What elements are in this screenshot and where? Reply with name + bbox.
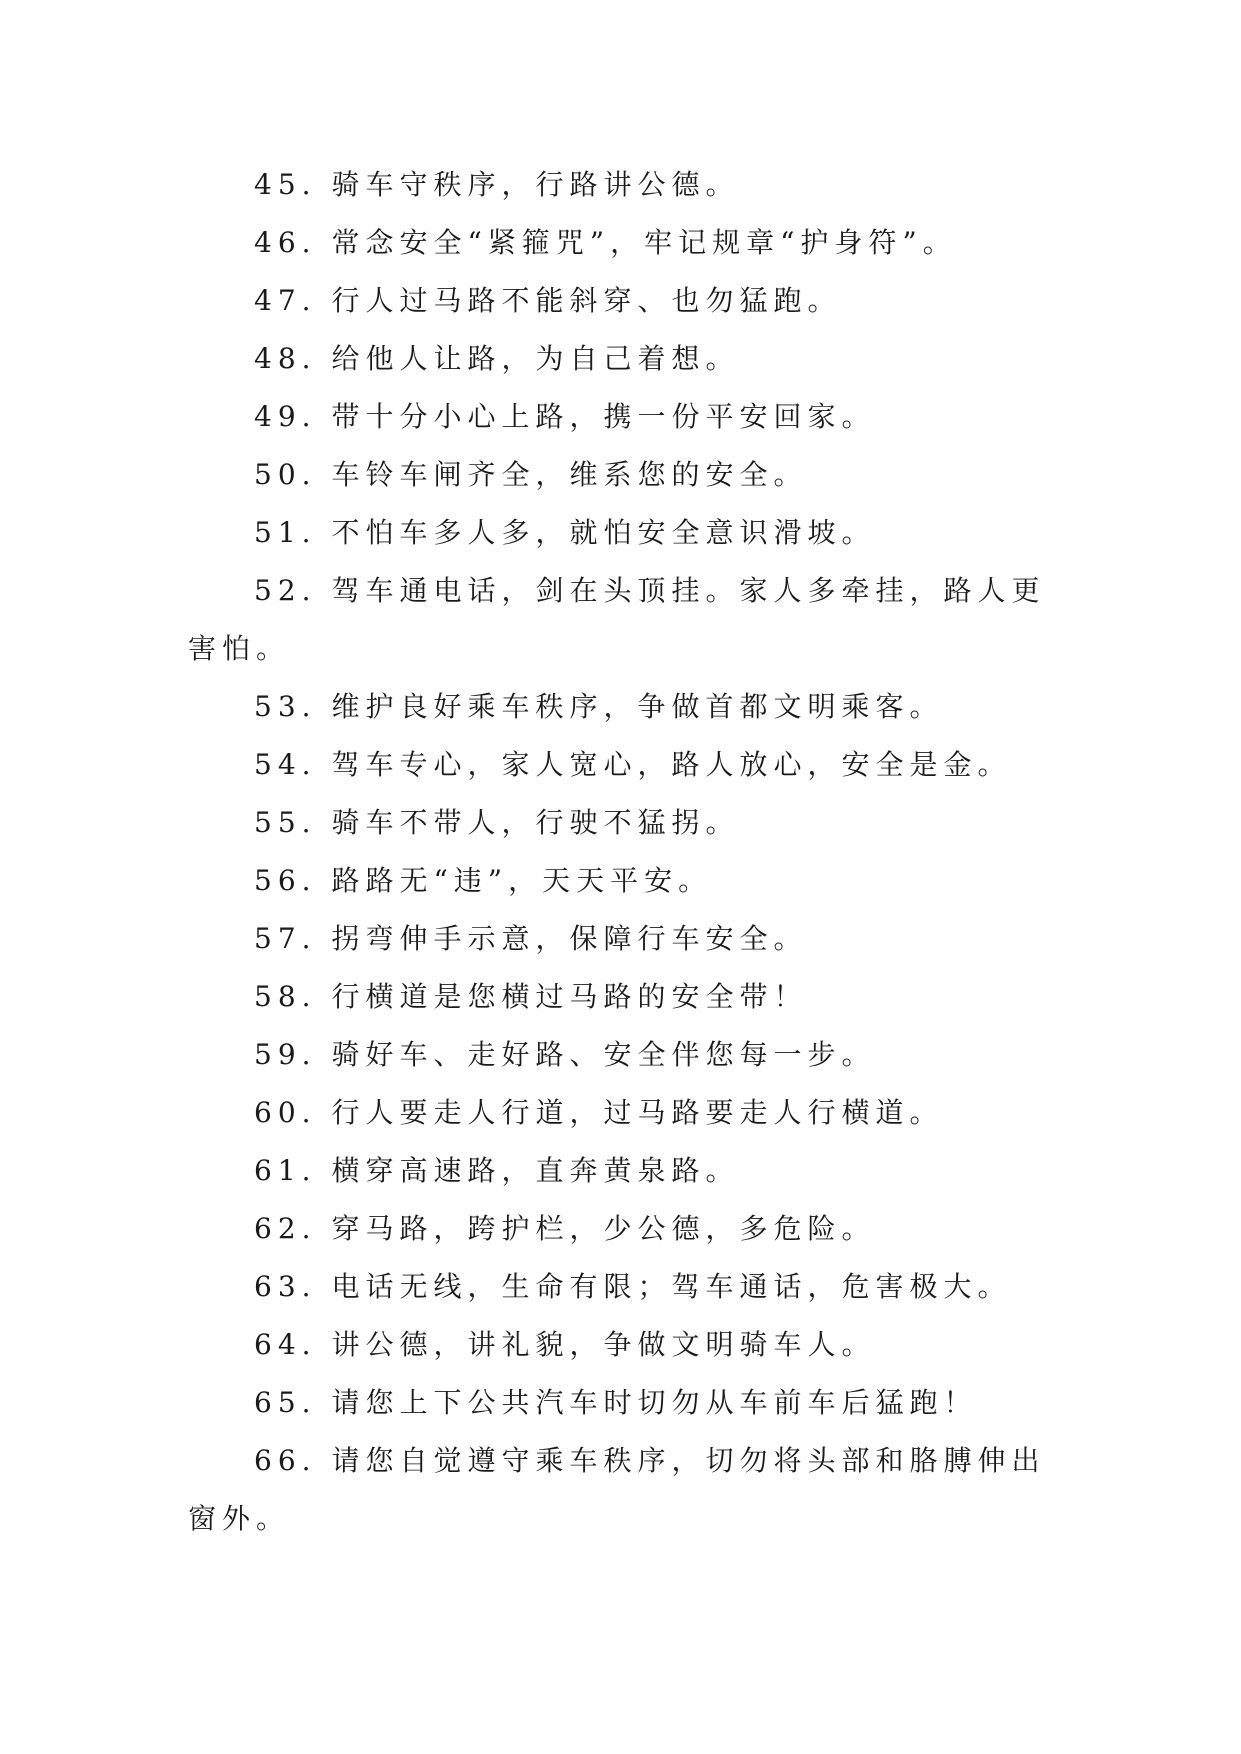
list-item	[188, 1200, 1068, 1258]
item-text: 电话无线，生命有限；驾车通话，危害极大。	[331, 1270, 1012, 1303]
item-number: 51.	[254, 516, 317, 549]
list-item	[188, 968, 1068, 1026]
document-body	[188, 156, 1068, 1548]
list-item	[188, 678, 1068, 736]
item-text: 带十分小心上路，携一份平安回家。	[331, 400, 876, 433]
item-number: 47.	[254, 284, 317, 317]
item-number: 65.	[254, 1386, 317, 1419]
list-item	[188, 736, 1068, 794]
item-text: 骑好车、走好路、安全伴您每一步。	[331, 1038, 876, 1071]
item-number: 59.	[254, 1038, 317, 1071]
item-number: 52.	[254, 574, 317, 607]
list-item	[188, 852, 1068, 910]
item-text: 常念安全“紧箍咒”，牢记规章“护身符”。	[331, 226, 957, 259]
item-text: 路路无“违”，天天平安。	[331, 864, 713, 897]
item-number: 60.	[254, 1096, 317, 1129]
item-number: 58.	[254, 980, 317, 1013]
list-item	[188, 1316, 1068, 1374]
list-item	[188, 272, 1068, 330]
list-item	[188, 156, 1068, 214]
item-text: 不怕车多人多，就怕安全意识滑坡。	[331, 516, 876, 549]
item-text: 拐弯伸手示意，保障行车安全。	[331, 922, 808, 955]
item-number: 62.	[254, 1212, 317, 1245]
list-item	[188, 388, 1068, 446]
list-item	[188, 214, 1068, 272]
list-item	[188, 504, 1068, 562]
list-item	[188, 1142, 1068, 1200]
list-item	[188, 446, 1068, 504]
item-text: 行人过马路不能斜穿、也勿猛跑。	[331, 284, 842, 317]
item-number: 63.	[254, 1270, 317, 1303]
item-text: 驾车通电话，剑在头顶挂。家人多牵挂，路人更害怕。	[188, 574, 1046, 665]
item-text: 请您自觉遵守乘车秩序，切勿将头部和胳膊伸出窗外。	[188, 1444, 1046, 1535]
item-number: 55.	[254, 806, 317, 839]
item-text: 骑车不带人，行驶不猛拐。	[331, 806, 740, 839]
item-number: 64.	[254, 1328, 317, 1361]
list-item	[188, 330, 1068, 388]
list-item	[188, 1374, 1068, 1432]
item-number: 50.	[254, 458, 317, 491]
list-item	[188, 794, 1068, 852]
list-item	[188, 562, 1068, 678]
item-text: 请您上下公共汽车时切勿从车前车后猛跑！	[331, 1386, 978, 1419]
item-number: 49.	[254, 400, 317, 433]
list-item	[188, 1258, 1068, 1316]
item-number: 46.	[254, 226, 317, 259]
list-item	[188, 910, 1068, 968]
item-number: 66.	[254, 1444, 317, 1477]
list-item	[188, 1432, 1068, 1548]
list-item	[188, 1026, 1068, 1084]
item-number: 45.	[254, 168, 317, 201]
item-text: 讲公德，讲礼貌，争做文明骑车人。	[331, 1328, 876, 1361]
item-text: 横穿高速路，直奔黄泉路。	[331, 1154, 740, 1187]
item-text: 骑车守秩序，行路讲公德。	[331, 168, 740, 201]
item-number: 61.	[254, 1154, 317, 1187]
item-text: 穿马路，跨护栏，少公德，多危险。	[331, 1212, 876, 1245]
item-number: 53.	[254, 690, 317, 723]
item-number: 57.	[254, 922, 317, 955]
list-item	[188, 1084, 1068, 1142]
item-number: 54.	[254, 748, 317, 781]
item-text: 行横道是您横过马路的安全带！	[331, 980, 808, 1013]
item-number: 56.	[254, 864, 317, 897]
item-text: 维护良好乘车秩序，争做首都文明乘客。	[331, 690, 944, 723]
item-text: 行人要走人行道，过马路要走人行横道。	[331, 1096, 944, 1129]
item-number: 48.	[254, 342, 317, 375]
item-text: 车铃车闸齐全，维系您的安全。	[331, 458, 808, 491]
item-text: 驾车专心，家人宽心，路人放心，安全是金。	[331, 748, 1012, 781]
item-text: 给他人让路，为自己着想。	[331, 342, 740, 375]
